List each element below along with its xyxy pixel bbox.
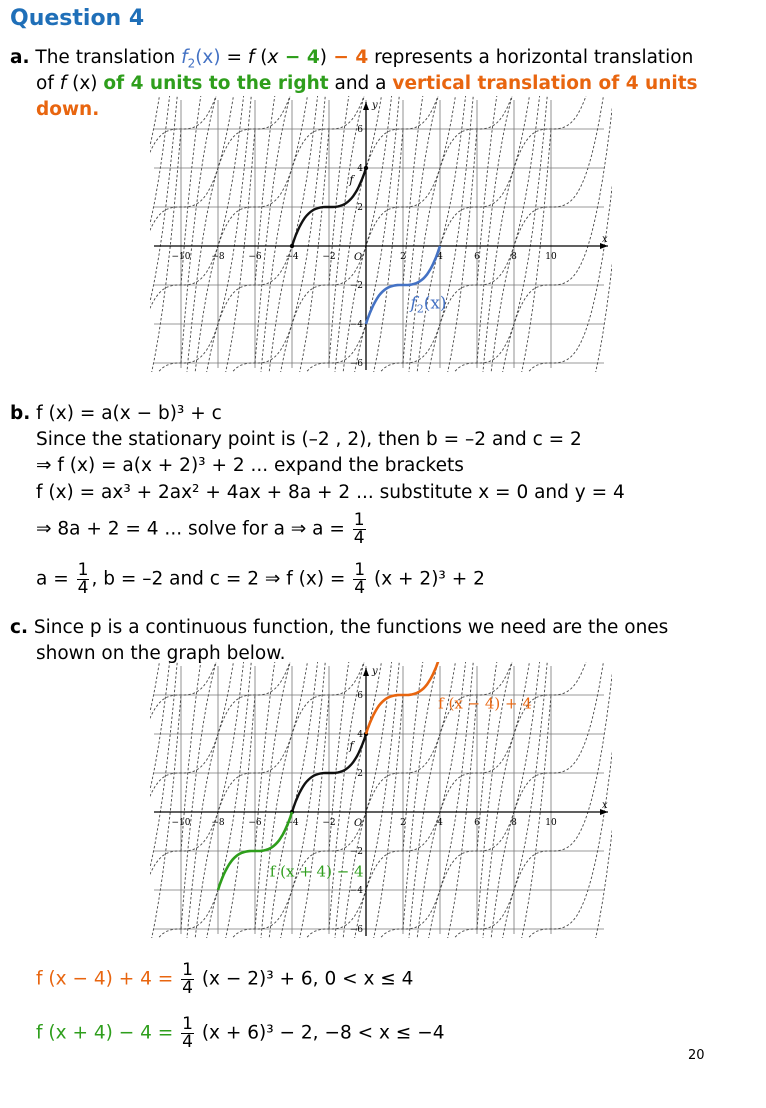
- dashed-translation-curve: [477, 96, 612, 372]
- question-title: Question 4: [10, 6, 145, 31]
- x-tick-label: 2: [400, 252, 406, 262]
- dashed-translation-curve: [150, 662, 255, 938]
- x-tick-label: −6: [248, 818, 262, 828]
- dashed-translation-curve: [150, 96, 255, 363]
- origin-label: O: [354, 818, 363, 829]
- dashed-translation-curve: [477, 129, 612, 372]
- paren-close: ): [319, 47, 327, 68]
- fraction-quarter-3: [353, 562, 366, 597]
- part-b-line-4: f (x) = ax³ + 2ax² + 4ax + 8a + 2 ... substitute x = 0 and y = 4: [36, 482, 625, 503]
- y-tick-label: 2: [357, 769, 363, 779]
- equation-lower: [36, 1016, 444, 1051]
- dashed-translation-curve: [150, 662, 255, 929]
- eq-upper-lhs: f (x − 4) + 4 =: [36, 968, 180, 990]
- eq-upper-rhs: (x − 2)³ + 6, 0 < x ≤ 4: [195, 968, 414, 990]
- x-tick-label: 4: [437, 252, 443, 262]
- green-curve-label: f (x + 4) − 4: [269, 862, 364, 881]
- x-tick-label: 2: [400, 818, 406, 828]
- x-tick-label: 8: [511, 818, 517, 828]
- y-tick-label: −4: [349, 320, 363, 330]
- y-axis-label: y: [372, 100, 378, 111]
- frac-den-5: 4: [182, 1032, 193, 1052]
- x-tick-label: −4: [285, 818, 299, 828]
- dashed-translation-curve: [150, 96, 181, 372]
- fraction-quarter-2: [77, 562, 90, 597]
- part-b-line-1: [10, 402, 222, 426]
- dashed-translation-curve: [150, 662, 255, 938]
- y-tick-label: 4: [357, 164, 363, 174]
- part-a-text-4: (x): [66, 73, 104, 94]
- f2-label-name: f: [410, 293, 417, 314]
- eq-lower-rhs: (x + 6)³ − 2, −8 < x ≤ −4: [195, 1022, 445, 1044]
- part-c-text: Since p is a continuous function, the functions we need are the ones: [28, 617, 669, 638]
- minus-four-inner: − 4: [278, 47, 320, 68]
- f-label: f: [349, 173, 354, 187]
- frac-num-4: 1: [182, 960, 193, 980]
- graph-a: [150, 96, 612, 372]
- dashed-translation-curve: [477, 695, 612, 938]
- x-tick-label: 6: [474, 252, 480, 262]
- y-tick-label: 2: [357, 203, 363, 213]
- x-var: x: [267, 47, 279, 68]
- dashed-translation-curve: [150, 662, 181, 929]
- down-translation-text-2: down.: [36, 99, 100, 120]
- dashed-translation-curve: [150, 662, 181, 938]
- part-b-equation: f (x) = a(x − b)³ + c: [30, 403, 222, 424]
- x-tick-label: 10: [545, 252, 557, 262]
- f2-label: [408, 293, 446, 315]
- dashed-translation-curve: [150, 662, 255, 938]
- equals: =: [220, 47, 248, 68]
- y-tick-label: −2: [349, 281, 363, 291]
- x-axis-label: x: [602, 800, 608, 811]
- f-name: f: [247, 47, 255, 68]
- equation-upper: [36, 962, 413, 997]
- a-equals: a =: [36, 568, 75, 590]
- f-endpoint-closed: [364, 166, 368, 170]
- part-b-line-2: Since the stationary point is (–2 , 2), then b = –2 and c = 2: [36, 429, 582, 450]
- frac-num-3: 1: [354, 560, 366, 580]
- dashed-translation-curve: [150, 96, 255, 372]
- part-a-label: a.: [10, 47, 30, 68]
- y-tick-label: 6: [357, 125, 363, 135]
- x-tick-label: −8: [211, 818, 225, 828]
- f-endpoint-open: [290, 244, 294, 248]
- x-tick-label: 8: [511, 252, 517, 262]
- dashed-translation-curve: [150, 662, 181, 938]
- y-tick-label: 6: [357, 691, 363, 701]
- x-tick-label: 10: [545, 818, 557, 828]
- dashed-translation-curve: [150, 96, 255, 372]
- dashed-translation-curve: [150, 662, 255, 938]
- part-a-text-3: of: [36, 73, 60, 94]
- y-tick-label: −6: [349, 359, 363, 369]
- dashed-translation-curve: [150, 129, 181, 372]
- f-label: f: [349, 739, 354, 753]
- dashed-translation-curve: [150, 96, 255, 285]
- dashed-translation-curve: [477, 96, 612, 363]
- frac-den-2: 4: [77, 578, 89, 598]
- frac-num-2: 1: [77, 560, 89, 580]
- part-a-text-5: and a: [328, 73, 393, 94]
- x-tick-label: −8: [211, 252, 225, 262]
- dashed-translation-curve: [150, 662, 255, 851]
- f2-label-arg: (x): [423, 293, 447, 314]
- final-f: (x + 2)³ + 2: [368, 568, 485, 590]
- part-b-label: b.: [10, 403, 31, 424]
- frac-den-3: 4: [354, 578, 366, 598]
- f2-arg: (x): [195, 47, 221, 68]
- f2-label-sub: 2: [416, 302, 424, 316]
- page-number: 20: [688, 1048, 705, 1063]
- frac-den: 4: [353, 528, 365, 548]
- part-a-line-3: [36, 98, 99, 122]
- frac-num: 1: [353, 510, 365, 530]
- paren-open: (: [254, 47, 268, 68]
- x-tick-label: −10: [171, 252, 191, 262]
- dashed-translation-curve: [150, 96, 181, 372]
- y-axis-arrow: [363, 102, 369, 110]
- dashed-translation-curve: [150, 96, 181, 372]
- part-a-text: The translation: [35, 47, 182, 68]
- dashed-translation-curve: [150, 96, 181, 363]
- part-b-line-6: [36, 562, 485, 597]
- b-c-values: , b = –2 and c = 2 ⇒ f (x) =: [91, 568, 352, 590]
- part-a-text-2: represents a horizontal translation: [368, 47, 694, 68]
- dashed-translation-curve: [150, 695, 181, 938]
- f2-name: f: [181, 47, 188, 68]
- part-c-label: c.: [10, 617, 28, 638]
- dashed-translation-curve: [150, 662, 181, 938]
- part-b-line-5: [36, 512, 368, 547]
- minus-four-outer: − 4: [326, 47, 369, 68]
- y-axis-label: y: [372, 666, 378, 677]
- x-tick-label: −10: [171, 818, 191, 828]
- x-tick-label: −4: [285, 252, 299, 262]
- x-tick-label: −6: [248, 252, 262, 262]
- y-tick-label: 4: [357, 730, 363, 740]
- y-tick-label: −2: [349, 847, 363, 857]
- frac-den-4: 4: [182, 978, 193, 998]
- y-axis-arrow: [363, 668, 369, 676]
- y-tick-label: −6: [349, 925, 363, 935]
- dashed-translation-curve: [150, 96, 181, 372]
- origin-label: O: [354, 252, 363, 263]
- down-translation-text: vertical translation of 4 units: [392, 73, 698, 94]
- f-name-2: f: [59, 73, 67, 94]
- orange-curve-label: f (x − 4) + 4: [438, 694, 532, 713]
- part-c-line-2: shown on the graph below.: [36, 643, 286, 664]
- x-tick-label: 6: [474, 818, 480, 828]
- part-c-line-1: [10, 616, 668, 640]
- x-tick-label: 4: [437, 818, 443, 828]
- graph-c: [150, 662, 612, 938]
- x-tick-label: −2: [322, 252, 336, 262]
- f2-sub: 2: [187, 56, 196, 71]
- part-a-line-2: [36, 72, 698, 96]
- part-b-solve: ⇒ 8a + 2 = 4 ... solve for a ⇒ a =: [36, 518, 351, 540]
- y-tick-label: −4: [349, 886, 363, 896]
- part-b-line-3: ⇒ f (x) = a(x + 2)³ + 2 ... expand the brackets: [36, 455, 464, 476]
- dashed-translation-curve: [150, 96, 255, 372]
- dashed-translation-curve: [150, 96, 255, 372]
- x-tick-label: −2: [322, 818, 336, 828]
- frac-num-5: 1: [182, 1014, 193, 1034]
- eq-lower-lhs: f (x + 4) − 4 =: [36, 1022, 180, 1044]
- fraction-quarter-5: [181, 1016, 194, 1051]
- right-translation-text: of 4 units to the right: [103, 73, 329, 94]
- fraction-quarter: [353, 512, 366, 547]
- fraction-quarter-4: [181, 962, 194, 997]
- dashed-translation-curve: [150, 662, 181, 938]
- x-axis-label: x: [602, 234, 608, 245]
